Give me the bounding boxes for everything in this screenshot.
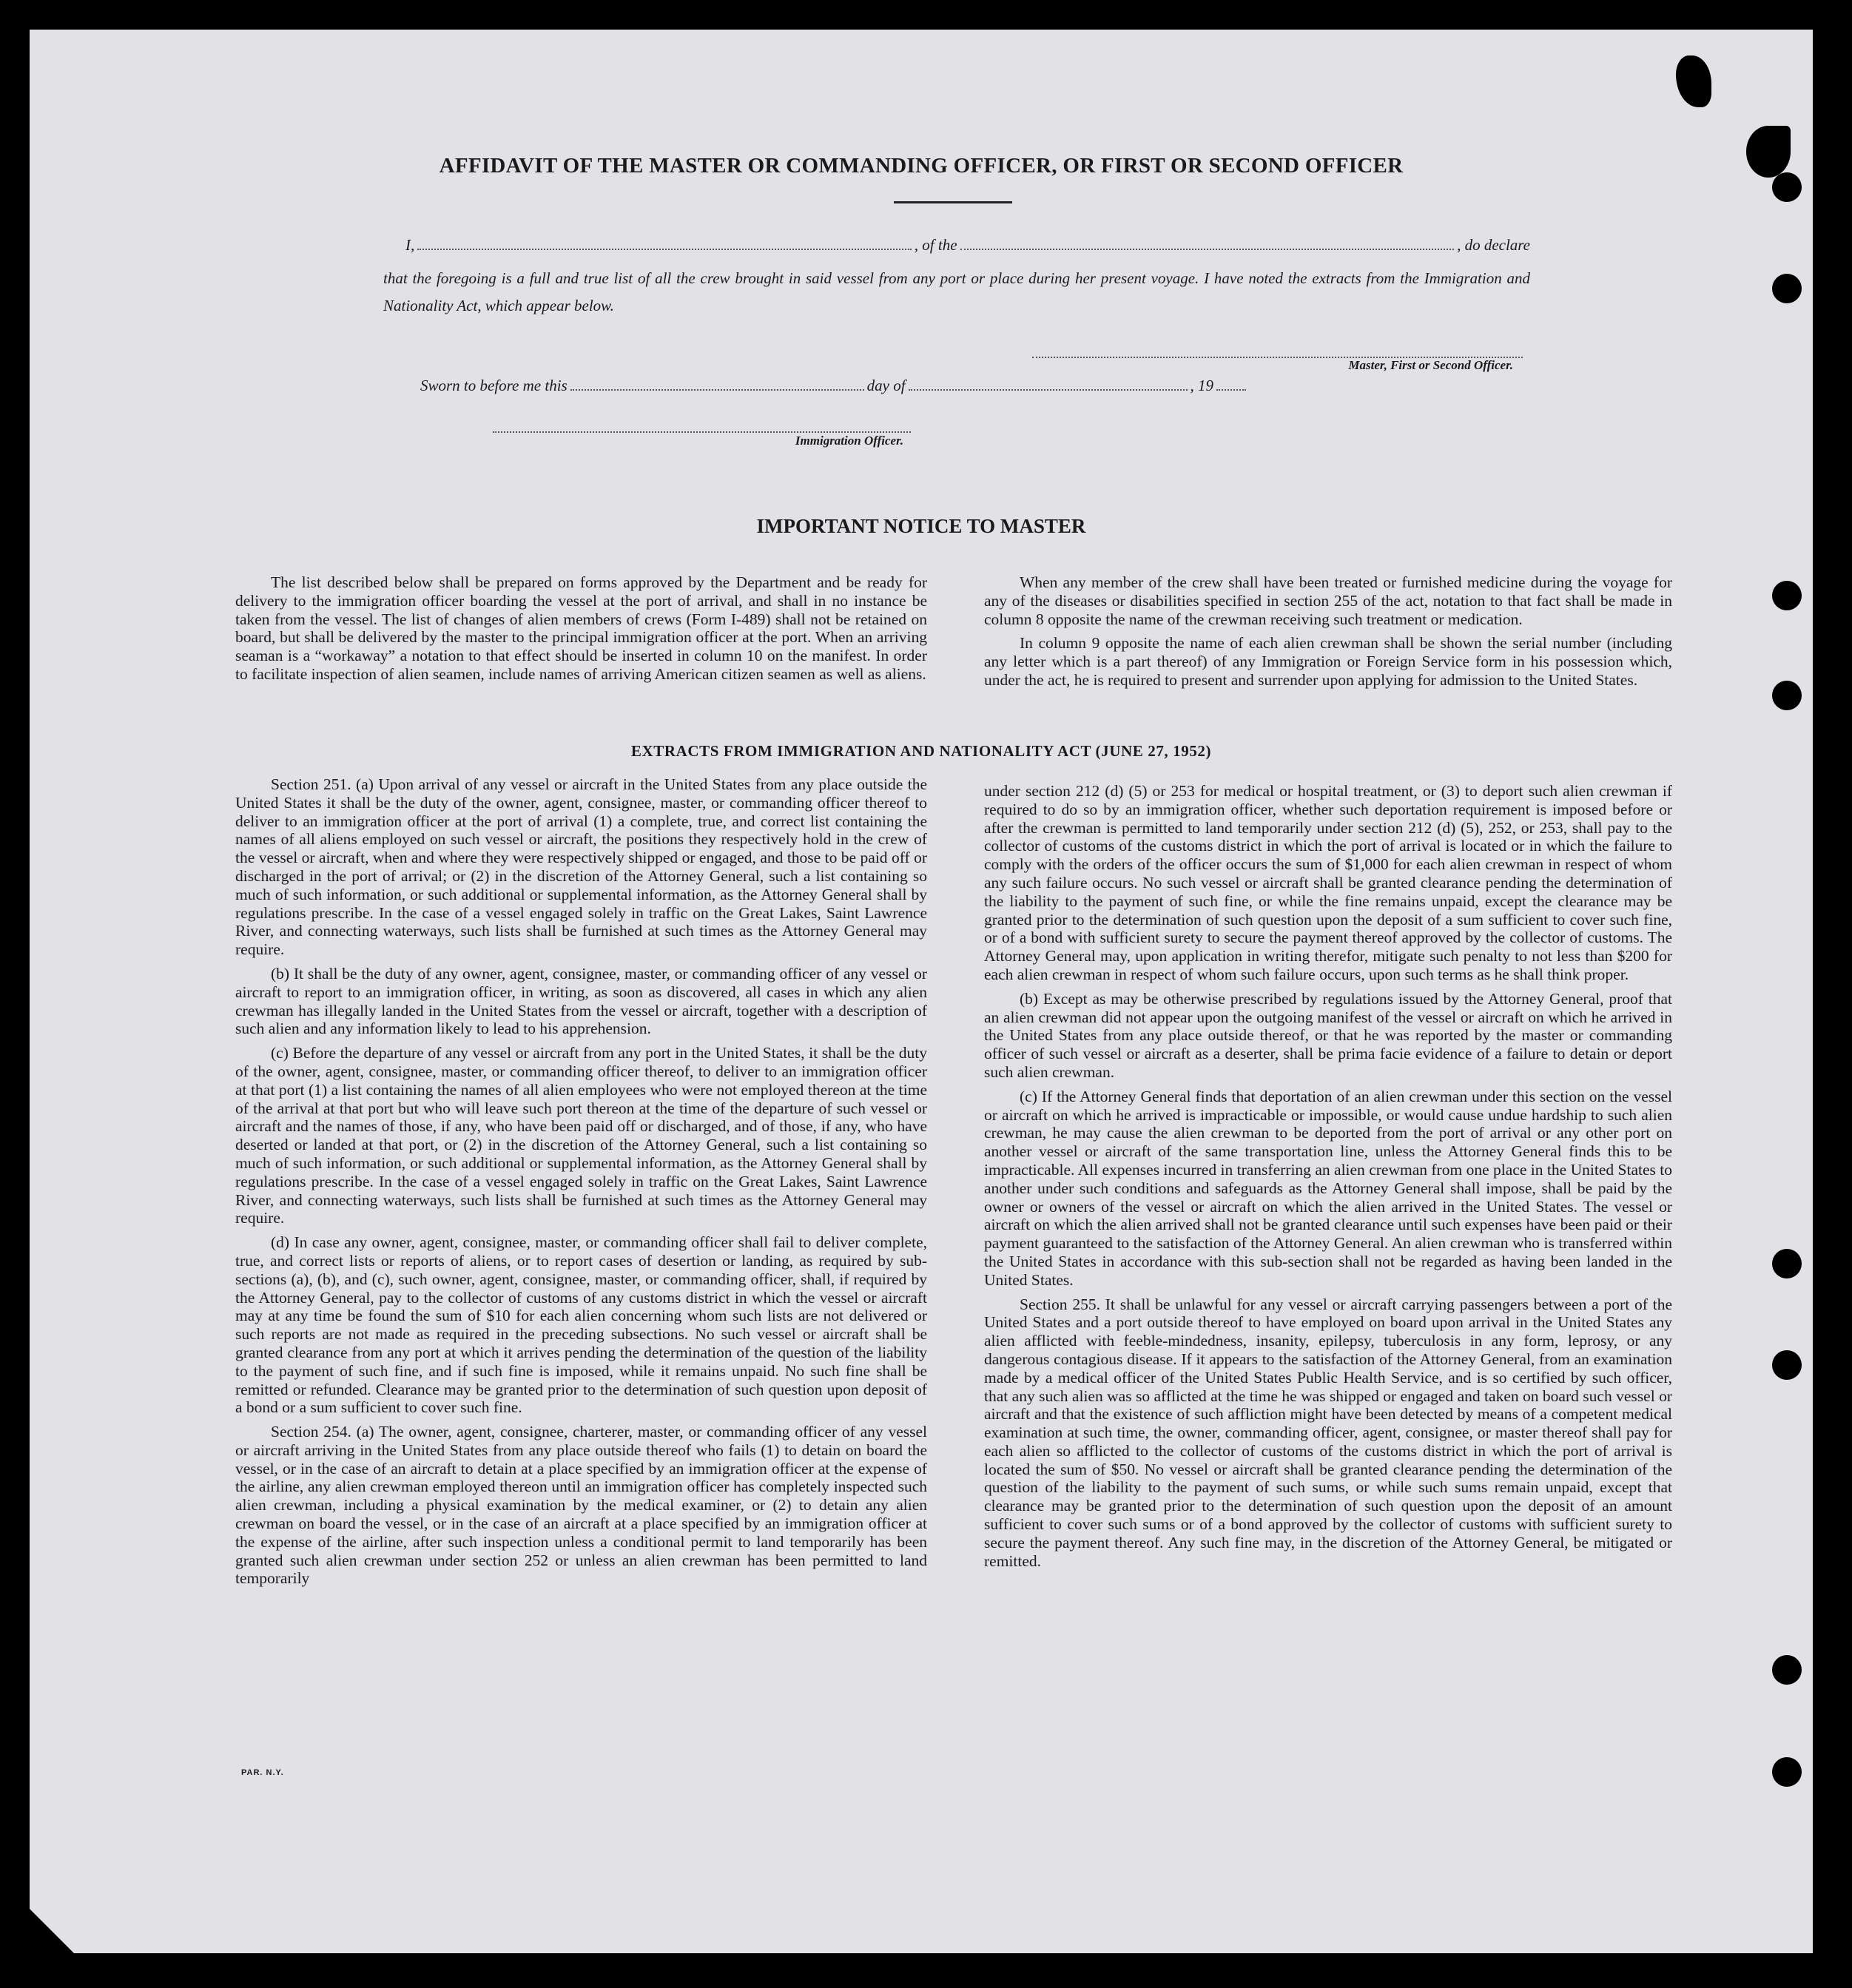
section-paragraph: Section 251. (a) Upon arrival of any vessel or aircraft in the United States from any place outside the United States it shall be the duty of the owner, agent, consignee, master, or commanding officer thereof to deliver to an immigration officer at the port of arrival (1) a complete, true, and correct list containing the names of all aliens employed on such vessel or aircraft, the positions they respectively hold in the crew of the vessel or aircraft, when and where they were respectively shipped or engaged, and those to be paid off or discharged in the port of arrival; or (2) in the discretion of the Attorney General, such a list containing so much of such information, or such additional or supplemental information, as the Attorney General shall by regulations prescribe. In the case of a vessel engaged solely in traffic on the Great Lakes, Saint Lawrence River, and connecting waterways, such lists shall be furnished at such times as the Attorney General may require. <box>235 775 927 959</box>
do-declare-label: , do declare <box>1457 236 1531 254</box>
extracts-right-column <box>984 782 1672 1570</box>
immigration-officer-caption: Immigration Officer. <box>795 434 903 448</box>
title-divider <box>894 201 1012 203</box>
notice-right-column <box>984 573 1672 690</box>
sworn-label: Sworn to before me this <box>420 377 568 394</box>
torn-corner <box>30 1909 74 1953</box>
declaration-text: that the foregoing is a full and true list of all the crew brought in said vessel from any port or place during her present voyage. I have noted the extracts from the Immigration and Nationality Act, which appear below. <box>383 269 1530 314</box>
section-paragraph: (d) In case any owner, agent, consignee, master, or commanding officer shall fail to deliver complete, true, and correct lists or reports of aliens, or to report cases of desertion or landing, as required by sub-sections (a), (b), and (c), such owner, agent, consignee, master, or commanding officer, shall, if required by the Attorney General, pay to the collector of customs of any customs district in which the vessel or aircraft may at any time be found the sum of $10 for each alien concerning whom such lists are not delivered or such reports are not made as required in the preceding subsections. No such vessel or aircraft shall be granted clearance from any port at which it arrives pending the determination of the question of the liability to the payment of such fine, and if such fine is imposed, while it remains unpaid. No such fine shall be remitted or refunded. Clearance may be granted prior to the determination of such question upon deposit of a bond or a sum sufficient to cover such fine. <box>235 1233 927 1417</box>
section-paragraph: (b) Except as may be otherwise prescribed by regulations issued by the Attorney General, proof that an alien crewman did not appear upon the outgoing manifest of the vessel or aircraft on which he arrived in the United States from any place outside thereof, or that he was reported by the master or commanding officer of such vessel or aircraft as a deserter, shall be prima facie evidence of a failure to detain or deport such alien crewman. <box>984 989 1672 1081</box>
punch-hole <box>1772 581 1802 610</box>
declarant-line <box>405 235 1530 255</box>
punch-hole <box>1772 681 1802 710</box>
of-the-label: , of the <box>914 236 957 254</box>
form-sheet <box>30 30 1813 1953</box>
notice-left-column <box>235 573 927 684</box>
punch-hole <box>1772 1249 1802 1278</box>
master-signature-caption: Master, First or Second Officer. <box>1348 358 1513 372</box>
extracts-title: EXTRACTS FROM IMMIGRATION AND NATIONALITY ACT (JUNE 27, 1952) <box>630 742 1212 760</box>
affidavit-title: AFFIDAVIT OF THE MASTER OR COMMANDING OFFICER, OR FIRST OR SECOND OFFICER <box>439 154 1404 178</box>
punch-hole <box>1772 1655 1802 1685</box>
declarant-name-field[interactable] <box>417 235 912 250</box>
notice-paragraph: When any member of the crew shall have been treated or furnished medicine during the voyage for any of the diseases or disabilities specified in section 255 of the act, notation to that fact shall be made in column 8 opposite the name of the crewman receiving such treatment or medication. <box>984 573 1672 628</box>
notice-paragraph: In column 9 opposite the name of each alien crewman shall be shown the serial number (including any letter which is a part thereof) of any Immigration or Foreign Service form in his possession which, under the act, he is required to present and surrender upon applying for admission to the United States. <box>984 634 1672 689</box>
sworn-day-field[interactable] <box>570 376 864 391</box>
sworn-year-field[interactable] <box>1216 376 1246 391</box>
i-label: I, <box>405 236 415 254</box>
page-tear <box>1676 55 1711 107</box>
day-of-label: day of <box>866 377 906 394</box>
section-paragraph: (c) If the Attorney General finds that deportation of an alien crewman under this section on the vessel or aircraft on which he arrived is impracticable or impossible, or would cause undue hardship to such alien crewman, he may cause the alien crewman to be deported from the port of arrival or any other port on another vessel or aircraft of the same transportation line, unless the Attorney General finds this to be impracticable. All expenses incurred in transferring an alien crewman from one place in the United States to another under such conditions and safeguards as the Attorney General shall impose, shall be paid by the owner or owners of the vessel or aircraft on which the alien arrived in the United States. The vessel or aircraft on which the alien arrived shall not be granted clearance until such expenses have been paid or their payment guaranteed to the satisfaction of the Attorney General. An alien crewman who is transferred within the United States in accordance with this sub-section shall not be regarded as having been landed in the United States. <box>984 1087 1672 1289</box>
section-paragraph: (c) Before the departure of any vessel or aircraft from any port in the United States, it shall be the duty of the owner, agent, consignee, master, or commanding officer thereof, to deliver to an immigration officer at that port (1) a list containing the names of all alien employees who were not employed thereon at the time of the arrival at that port but who will leave such port thereon at the time of the departure of such vessel or aircraft and the names of those, if any, who have been paid off or discharged, and of those, if any, who have deserted or landed at that port, or (2) in the discretion of the Attorney General, such a list containing so much of such information, or such additional or supplemental information, as the Attorney General shall by regulations prescribe. In the case of a vessel engaged solely in traffic on the Great Lakes, Saint Lawrence River, and connecting waterways, such lists shall be furnished at such times as the Attorney General may require. <box>235 1044 927 1227</box>
year-label: , 19 <box>1190 377 1213 394</box>
section-paragraph: (b) It shall be the duty of any owner, agent, consignee, master, or commanding officer of any vessel or aircraft to report to an immigration officer, in writing, as soon as discovered, all cases in which any alien crewman has illegally landed in the United States from the vessel or aircraft, together with a description of such alien and any information likely to lead to his apprehension. <box>235 964 927 1038</box>
extracts-left-column <box>235 775 927 1588</box>
section-paragraph: Section 255. It shall be unlawful for any vessel or aircraft carrying passengers between a port of the United States and a port outside thereof to have employed on board upon arrival in the United States any alien afflicted with feeble-mindedness, insanity, epilepsy, tuberculosis in any form, leprosy, or any dangerous contagious disease. If it appears to the satisfaction of the Attorney General, from an examination made by a medical officer of the United States Public Health Service, and is so certified by such officer, that any such alien was so afflicted at the time he was shipped or engaged and taken on board such vessel or aircraft and that the existence of such affliction might have been detected by means of a competent medical examination at such time, the owner, commanding officer, agent, consignee, or master thereof shall pay for each alien so afflicted to the collector of customs of the customs district in which the port of arrival is located the sum of $50. No vessel or aircraft shall be granted clearance pending the determination of the question of the liability to the payment of such sums, or while such sums remain unpaid, except that clearance may be granted prior to the determination of such question upon the deposit of an amount sufficient to cover such sums or of a bond approved by the collector of customs with sufficient surety to secure the payment thereof. Any such fine may, in the discretion of the Attorney General, be mitigated or remitted. <box>984 1295 1672 1570</box>
vessel-name-field[interactable] <box>960 235 1455 250</box>
section-paragraph: Section 254. (a) The owner, agent, consignee, charterer, master, or commanding officer of any vessel or aircraft arriving in the United States from any place outside thereof who fails (1) to detain on board the vessel, or in the case of an aircraft to detain at a place specified by an immigration officer at the expense of the airline, any alien crewman employed thereon until an immigration officer has completely inspected such alien crewman, including a physical examination by the medical examiner, or (2) to detain any alien crewman on board the vessel, or in the case of an aircraft at a place specified by an immigration officer at the expense of the airline, after such inspection unless a conditional permit to land temporarily has been granted such alien crewman under section 252 or unless an alien crewman has been permitted to land temporarily <box>235 1423 927 1588</box>
punch-hole <box>1772 274 1802 303</box>
notice-title: IMPORTANT NOTICE TO MASTER <box>756 515 1086 537</box>
sworn-month-field[interactable] <box>909 376 1188 391</box>
punch-hole <box>1772 1350 1802 1380</box>
printer-mark: PAR. N.Y. <box>241 1768 284 1777</box>
section-paragraph: under section 212 (d) (5) or 253 for medical or hospital treatment, or (3) to deport such alien crewman if required to do so by an immigration officer, whether such deportation requirement is imposed before or after the crewman is permitted to land temporarily under section 212 (d) (5), 252, or 253, shall pay to the collector of customs of the customs district in which the port of arrival is located or in which the failure to comply with the orders of the officer occurs the sum of $1,000 for each alien crewman in respect of whom any such failure occurs. No such vessel or aircraft shall be granted clearance pending the determination of the liability to the payment of such fine, or while the fine remains unpaid, except the clearance may be granted prior to the determination of such question upon the deposit of a sum sufficient to cover such fine, or of a bond with sufficient surety to secure the payment thereof approved by the collector of customs. The Attorney General may, upon application in writing therefor, mitigate such penalty to not less than $200 for each alien crewman in respect of whom such failure occurs, upon such terms as he shall think proper. <box>984 782 1672 983</box>
immigration-officer-signature-field[interactable] <box>493 430 911 433</box>
notice-paragraph: The list described below shall be prepared on forms approved by the Department and be ready for delivery to the immigration officer boarding the vessel at the port of arrival, and shall in no instance be taken from the vessel. The list of changes of alien members of crews (Form I-489) shall not be retained on board, but shall be delivered by the master to the principal immigration officer at the port. When an arriving seaman is a “workaway” a notation to that effect should be inserted in column 10 on the manifest. In order to facilitate inspection of alien seamen, include names of arriving American citizen seamen as well as aliens. <box>235 573 927 683</box>
punch-hole <box>1772 1757 1802 1787</box>
sworn-line <box>420 376 1249 395</box>
